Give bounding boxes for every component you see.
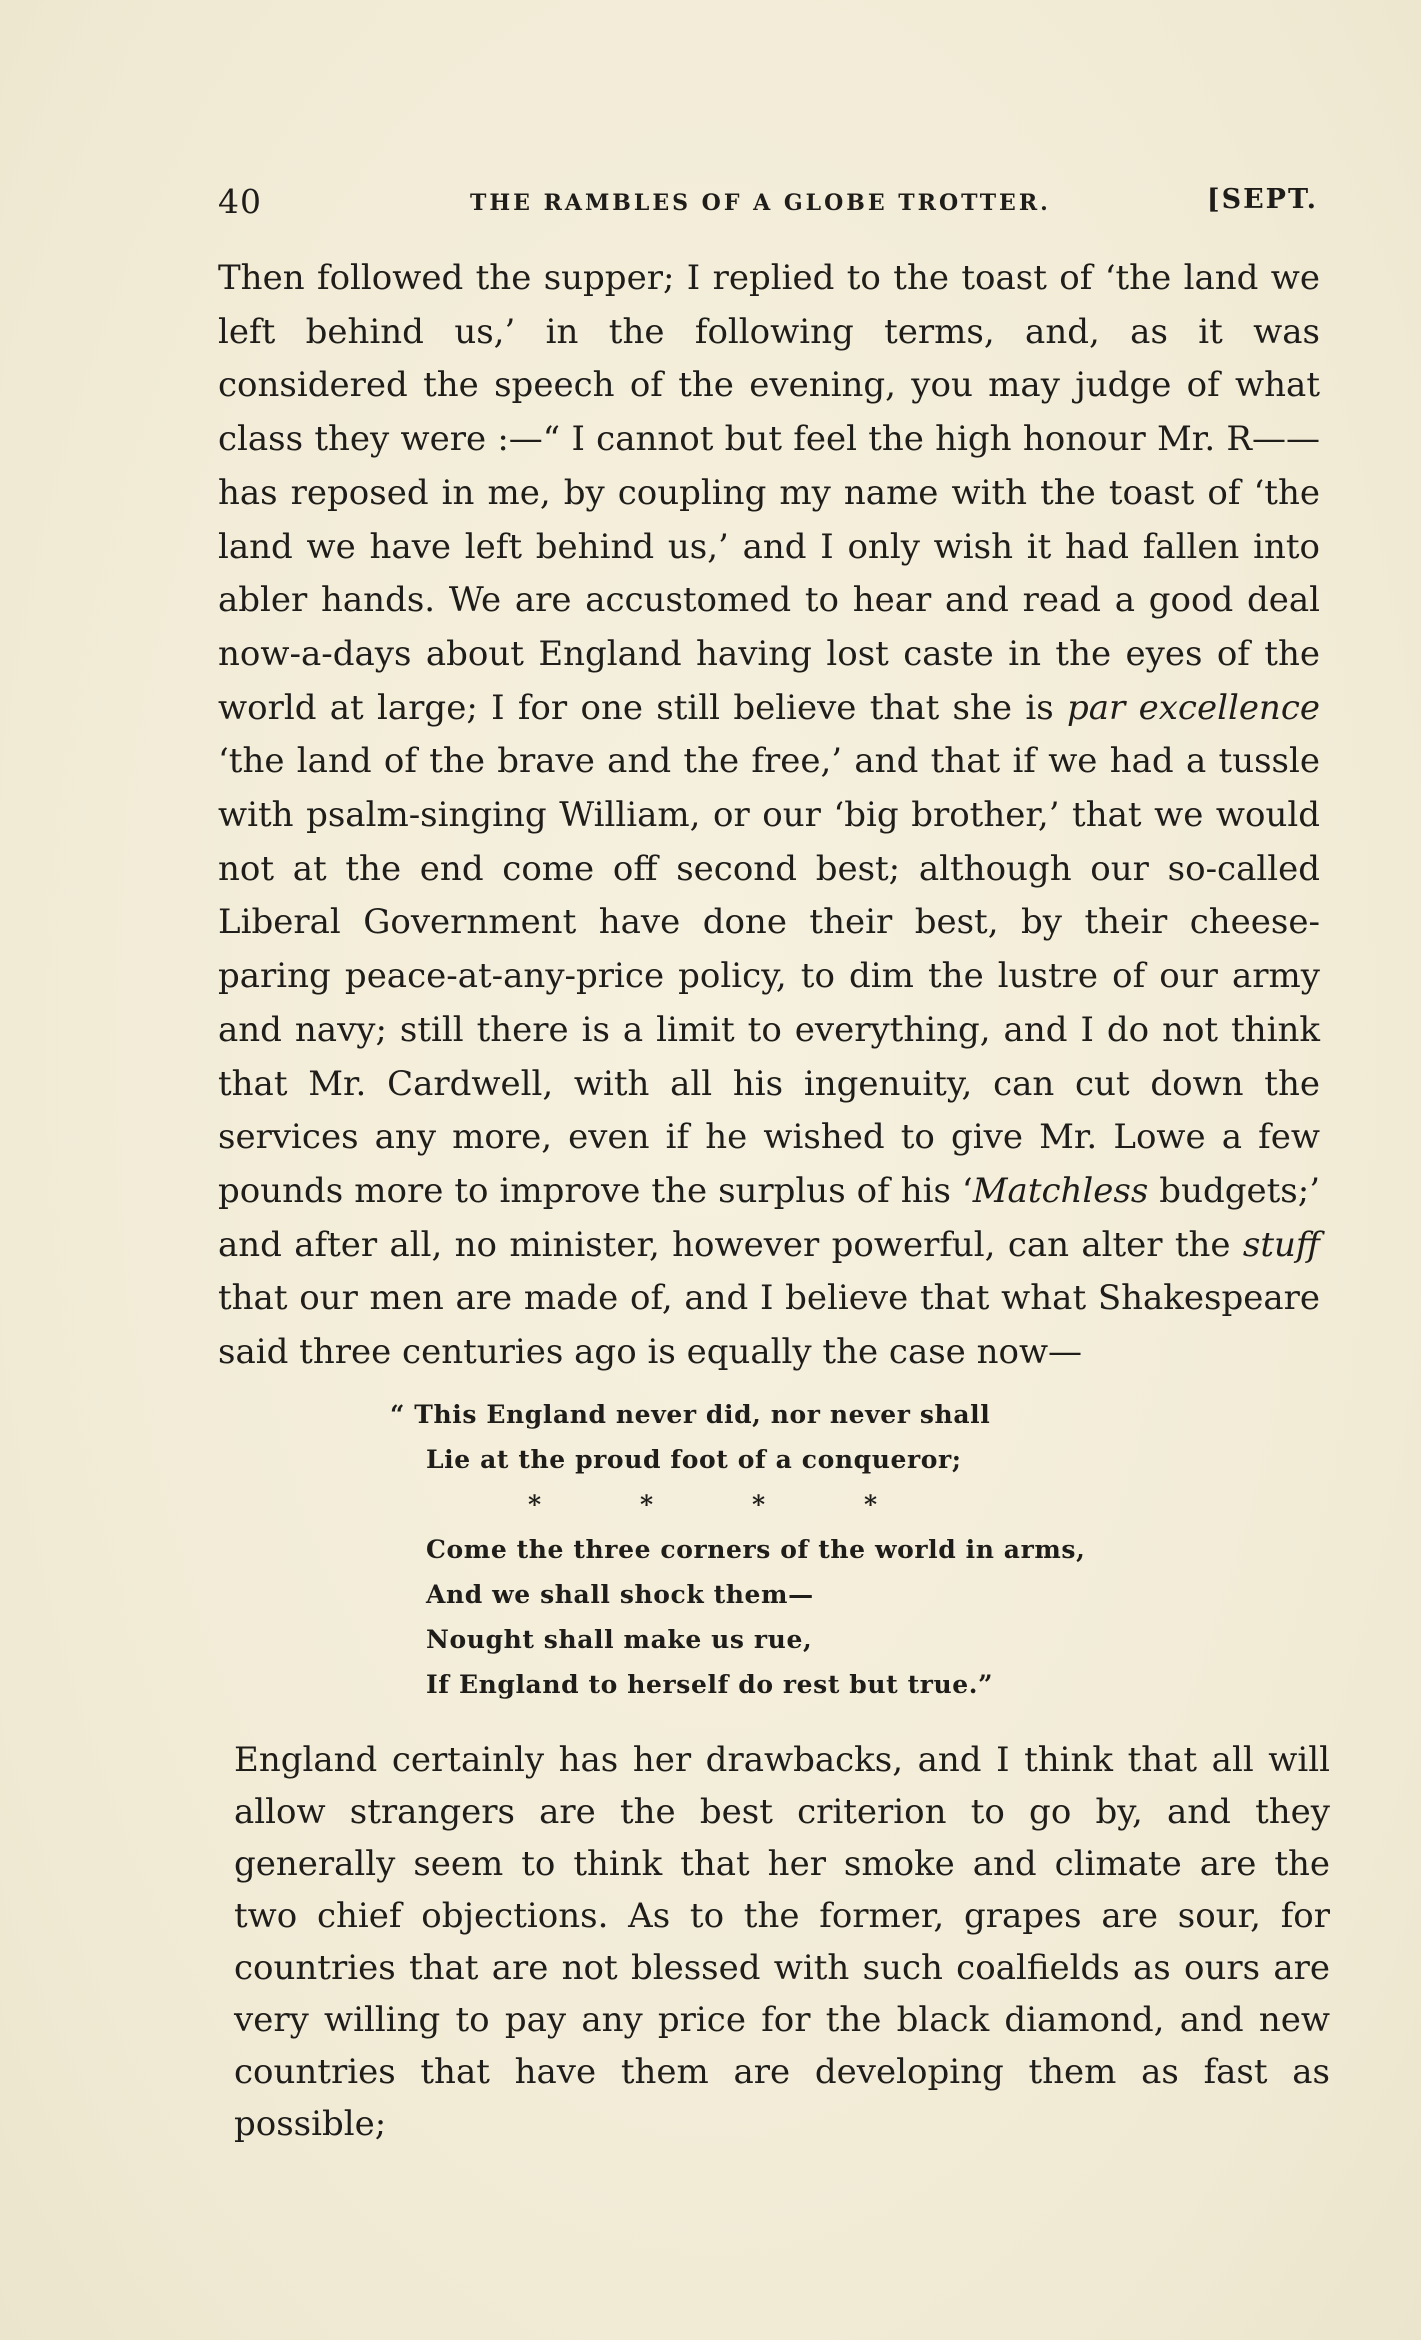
verse-ellipsis-stars (390, 1482, 1170, 1527)
italic-word-matchless: Matchless (972, 1170, 1149, 1211)
paragraph-text-part-4: that our men are made of, and I believe that what Shakespeare said three centuries ago is equally the case now— (218, 1278, 1320, 1373)
page-header (218, 182, 1318, 230)
star-2: * (640, 1490, 654, 1519)
page-number: 40 (218, 182, 262, 221)
star-4: * (864, 1490, 878, 1519)
paragraph-text-part-1: Then followed the supper; I replied to the toast of ‘the land we left behind us,’ in the following terms, and, as it was considered the speech of the evening, you may judge of what class they were :—“ I cannot but feel the high honour Mr. R—— has reposed in me, by coupling my name with the toast of ‘the land we have left behind us,’ and I only wish it had fallen into abler hands. We are accustomed to hear and read a good deal now-a-days about England having lost caste in the eyes of the world at large; I for one still believe that she is (218, 258, 1320, 728)
body-paragraph-2 (234, 1734, 1330, 2150)
verse-quotation (390, 1392, 1170, 1707)
verse-line-3: Come the three corners of the world in arms, (426, 1535, 1086, 1564)
italic-phrase-par-excellence: par excellence (1067, 687, 1320, 728)
star-3: * (752, 1490, 766, 1519)
italic-word-stuff: stuff (1242, 1224, 1320, 1265)
verse-line-1: “ This England never did, nor never shall (390, 1400, 991, 1429)
paragraph-text: England certainly has her drawbacks, and I think that all will allow strangers are the best criterion to go by, and they generally seem to think that her smoke and climate are the two chief objections. As to the former, grapes are sour, for countries that are not blessed with such coalfields as ours are very willing to pay any price for the black diamond, and new countries that have them are developing them as fast as possible; (234, 1740, 1330, 2144)
verse-line-6: If England to herself do rest but true.” (426, 1670, 994, 1699)
paragraph-text-part-2: ‘the land of the brave and the free,’ and that if we had a tussle with psalm-singing William, or our ‘big brother,’ that we would not at the end come off second best; although our so-called Liberal Government have done their best, by their cheese-paring peace-at-any-price policy, to dim the lustre of our army and navy; still there is a limit to everything, and I do not think that Mr. Cardwell, with all his ingenuity, can cut down the services any more, even if he wished to give Mr. Lowe a few pounds more to improve the surplus of his ‘ (218, 741, 1320, 1211)
verse-line-4: And we shall shock them— (426, 1580, 814, 1609)
verse-line-5: Nought shall make us rue, (426, 1625, 813, 1654)
body-paragraph-1 (218, 252, 1320, 1380)
verse-line-2: Lie at the proud foot of a conqueror; (426, 1445, 962, 1474)
paragraph-text-part-3: budgets;’ and after all, no minister, however powerful, can alter the (218, 1170, 1320, 1265)
paragraph-text (218, 252, 1320, 1380)
header-month: [SEPT. (1206, 184, 1318, 215)
running-title: THE RAMBLES OF A GLOBE TROTTER. (470, 190, 1051, 216)
star-1: * (528, 1490, 542, 1519)
